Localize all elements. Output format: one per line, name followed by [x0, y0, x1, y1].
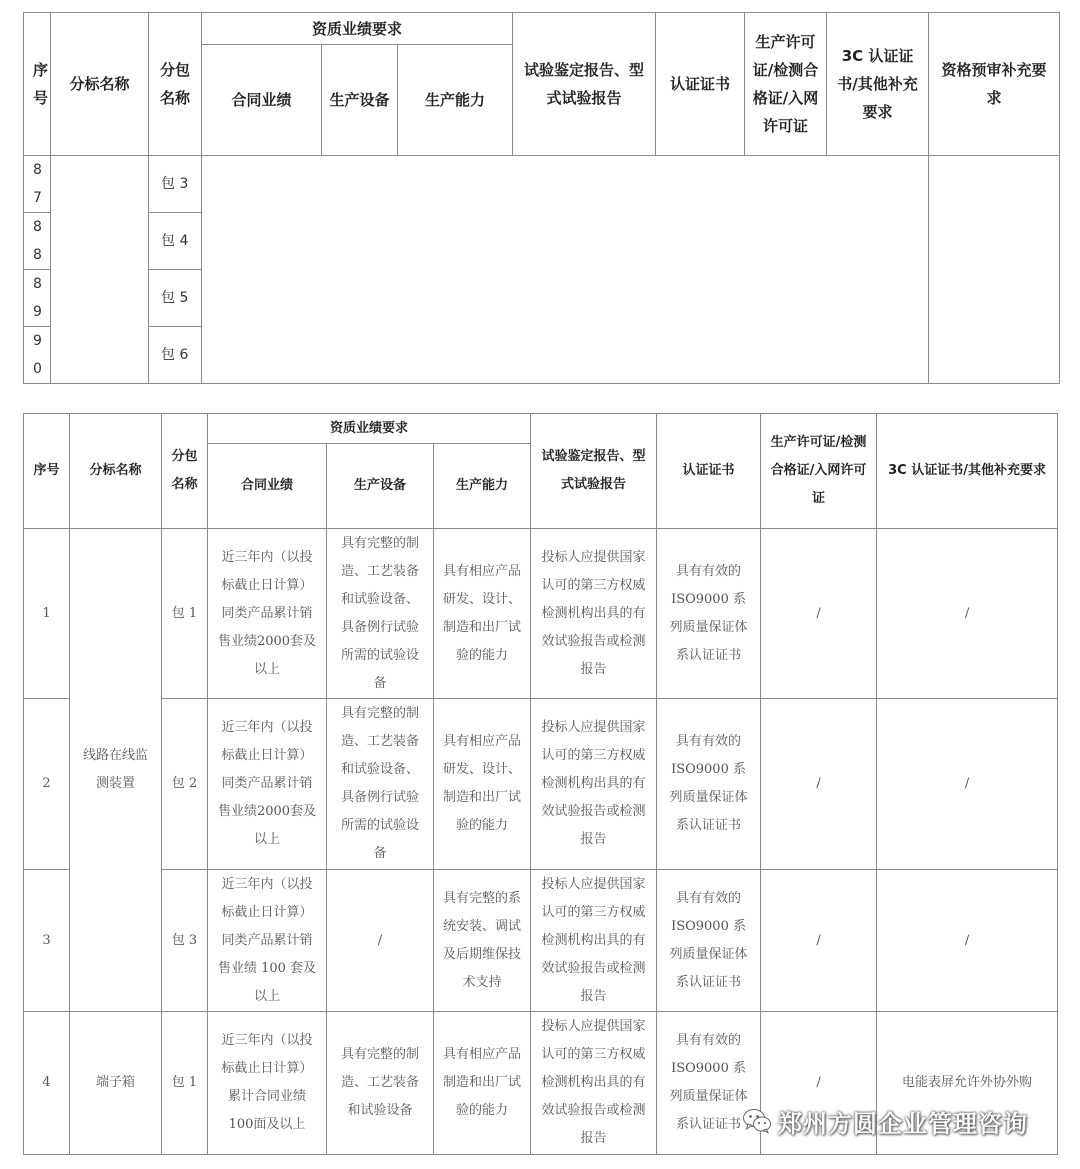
header-certification: 认证证书	[656, 13, 745, 156]
header-contract: 合同业绩	[202, 45, 322, 156]
header-seq: 序号	[24, 414, 70, 529]
row-lot-name	[51, 156, 149, 384]
header-license: 生产许可证/检测合格证/入网许可证	[761, 414, 877, 529]
header-license: 生产许可证/检测合格证/入网许可证	[745, 13, 827, 156]
row-license: /	[761, 870, 877, 1012]
row-license: /	[761, 529, 877, 699]
row-3c-cert: 电能表屏允许外协外购	[877, 1012, 1058, 1155]
header-capacity: 生产能力	[398, 45, 513, 156]
header-seq: 序号	[24, 13, 51, 156]
row-certification: 具有有效的ISO9000 系列质量保证体系认证证书	[657, 529, 761, 699]
row-package: 包 5	[149, 270, 202, 327]
row-certification: 具有有效的ISO9000 系列质量保证体系认证证书	[657, 699, 761, 870]
row-3c-cert: /	[877, 529, 1058, 699]
row-contract: 近三年内（以投标截止日计算）同类产品累计销售业绩2000套及以上	[208, 699, 327, 870]
row-capacity: 具有相应产品研发、设计、制造和出厂试验的能力	[434, 699, 531, 870]
header-package-name: 分包名称	[162, 414, 208, 529]
table-row	[24, 529, 1058, 699]
row-equipment: 具有完整的制造、工艺装备和试验设备、具备例行试验所需的试验设备	[327, 529, 434, 699]
qualification-table	[23, 413, 1058, 1155]
row-seq: 87	[24, 156, 51, 213]
header-equipment: 生产设备	[327, 444, 434, 529]
qualification-table-continued	[23, 12, 1060, 384]
row-package: 包 3	[162, 870, 208, 1012]
row-license: /	[761, 699, 877, 870]
header-certification: 认证证书	[657, 414, 761, 529]
row-certification: 具有有效的ISO9000 系列质量保证体系认证证书	[657, 870, 761, 1012]
row-package: 包 2	[162, 699, 208, 870]
row-capacity: 具有相应产品制造和出厂试验的能力	[434, 1012, 531, 1155]
row-contract: 近三年内（以投标截止日计算）同类产品累计销售业绩2000套及以上	[208, 529, 327, 699]
row-test-report: 投标人应提供国家认可的第三方权威检测机构出具的有效试验报告或检测报告	[531, 699, 657, 870]
row-package: 包 1	[162, 1012, 208, 1155]
row-package: 包 4	[149, 213, 202, 270]
header-lot-name: 分标名称	[51, 13, 149, 156]
row-seq: 3	[24, 870, 70, 1012]
table-row	[24, 870, 1058, 1012]
header-qualification: 资质业绩要求	[208, 414, 531, 444]
row-license: /	[761, 1012, 877, 1155]
header-3c-cert: 3C 认证证书/其他补充要求	[877, 414, 1058, 529]
table-row	[24, 699, 1058, 870]
header-qualification: 资质业绩要求	[202, 13, 513, 45]
row-package: 包 3	[149, 156, 202, 213]
row-3c-cert: /	[877, 870, 1058, 1012]
row-capacity: 具有完整的系统安装、调试及后期维保技术支持	[434, 870, 531, 1012]
row-certification: 具有有效的ISO9000 系列质量保证体系认证证书	[657, 1012, 761, 1155]
watermark	[742, 1103, 1028, 1139]
row-package: 包 6	[149, 327, 202, 384]
header-prequal: 资格预审补充要求	[929, 13, 1060, 156]
row-capacity: 具有相应产品研发、设计、制造和出厂试验的能力	[434, 529, 531, 699]
row-seq: 89	[24, 270, 51, 327]
header-capacity: 生产能力	[434, 444, 531, 529]
header-3c-cert: 3C 认证证书/其他补充要求	[827, 13, 929, 156]
row-contract: 近三年内（以投标截止日计算）累计合同业绩100面及以上	[208, 1012, 327, 1155]
header-lot-name: 分标名称	[70, 414, 162, 529]
row-contract: 近三年内（以投标截止日计算）同类产品累计销售业绩 100 套及以上	[208, 870, 327, 1012]
wechat-icon	[742, 1108, 772, 1134]
row-seq: 2	[24, 699, 70, 870]
header-equipment: 生产设备	[322, 45, 398, 156]
row-3c-cert: /	[877, 699, 1058, 870]
header-test-report: 试验鉴定报告、型式试验报告	[531, 414, 657, 529]
row-test-report: 投标人应提供国家认可的第三方权威检测机构出具的有效试验报告或检测报告	[531, 870, 657, 1012]
merged-empty-cell	[202, 156, 929, 384]
row-test-report: 投标人应提供国家认可的第三方权威检测机构出具的有效试验报告或检测报告	[531, 529, 657, 699]
header-test-report: 试验鉴定报告、型式试验报告	[513, 13, 656, 156]
row-lot-name: 线路在线监测装置	[70, 529, 162, 1012]
row-equipment: 具有完整的制造、工艺装备和试验设备	[327, 1012, 434, 1155]
row-equipment: /	[327, 870, 434, 1012]
row-lot-name: 端子箱	[70, 1012, 162, 1155]
row-seq: 4	[24, 1012, 70, 1155]
row-seq: 88	[24, 213, 51, 270]
prequal-empty-cell	[929, 156, 1060, 384]
row-seq: 90	[24, 327, 51, 384]
row-seq: 1	[24, 529, 70, 699]
watermark-text: 郑州方圆企业管理咨询	[778, 1109, 1028, 1138]
row-package: 包 1	[162, 529, 208, 699]
header-package-name: 分包名称	[149, 13, 202, 156]
row-test-report: 投标人应提供国家认可的第三方权威检测机构出具的有效试验报告或检测报告	[531, 1012, 657, 1155]
table-row	[24, 156, 1060, 213]
header-contract: 合同业绩	[208, 444, 327, 529]
row-equipment: 具有完整的制造、工艺装备和试验设备、具备例行试验所需的试验设备	[327, 699, 434, 870]
